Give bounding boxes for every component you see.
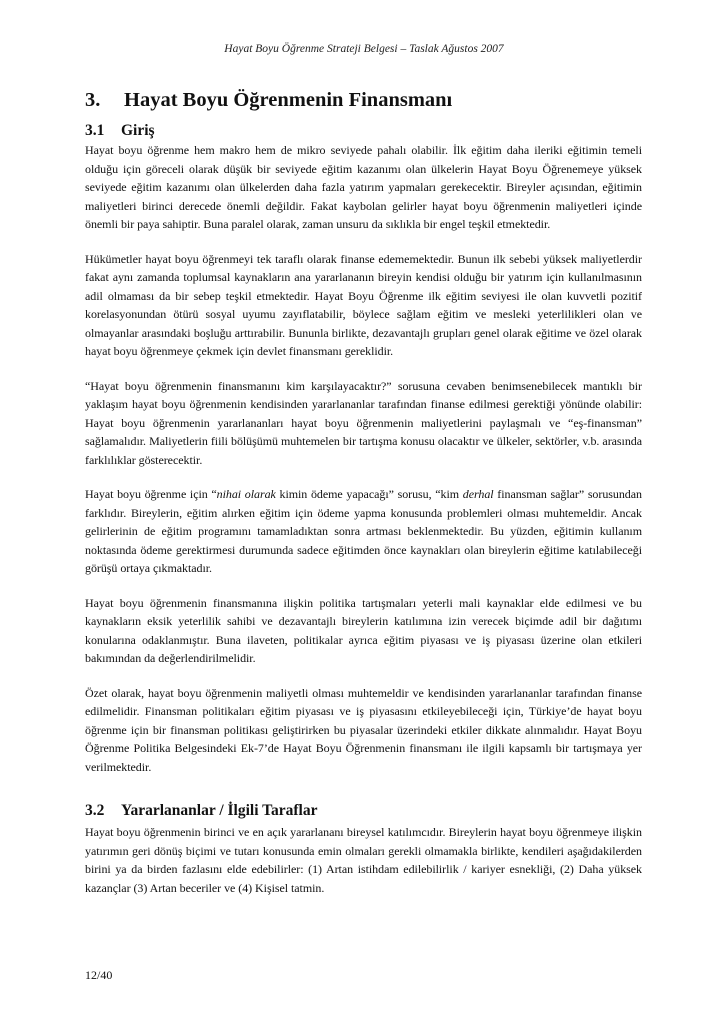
section-number: 3.2 [85, 802, 105, 819]
section-title: Giriş [121, 122, 155, 139]
paragraph-text: kimin ödeme yapacağı” sorusu, “kim [275, 487, 463, 501]
chapter-title: Hayat Boyu Öğrenmenin Finansmanı [124, 89, 453, 111]
section-heading-introduction [85, 121, 642, 141]
chapter-number: 3. [85, 89, 101, 111]
paragraph: Hayat boyu öğrenmenin finansmanına ilişkin politika tartışmaları yeterli mali kaynaklar elde edilmesi ve bu kaynakların eksik yeterlilik sahibi ve dezavantajlı bireylerin katılımına izin verecek biçimde adil bir dağıtımı konularına odaklanmıştır. Buna ilaveten, politikalar ayrıca eğitim piyasası ve iş piyasası üzerine olan etkileri bakımından da değerlendirilmelidir. [85, 595, 642, 665]
section-heading-beneficiaries [85, 801, 642, 821]
paragraph: “Hayat boyu öğrenmenin finansmanını kim karşılayacaktır?” sorusuna cevaben benimsenebilecek mantıklı bir yaklaşım hayat boyu öğrenmenin kendisinden yararlananlar tarafından finanse edilmesi gerektiği yönünde olabilir: Hayat boyu öğrenmenin yararlananları hayat boyu öğrenmenin maliyetlerini paylaşmalı ve “eş-finansman” sağlamalıdır. Maliyetlerin fiili bölüşümü muhtemelen bir tartışma konusu olacaktır ve ülkeler, sektörler, v.b. arasında farklılıklar gösterecektir. [85, 378, 642, 467]
chapter-heading [85, 88, 642, 112]
paragraph [85, 485, 642, 578]
paragraph: Hayat boyu öğrenmenin birinci ve en açık yararlananı bireysel katılımcıdır. Bireylerin hayat boyu öğrenmeye ilişkin yatırımın geri dönüş biçimi ve tutarı konusunda emin olmaları gerekli olmamakla birlikte, kendileri aşağıdakilerden birini ya da birden fazlasını elde edebilirler: (1) Artan istihdam edilebilirlik / kariyer esnekliği, (2) Daha yüksek kazançlar (3) Artan beceriler ve (4) Kişisel tatmin. [85, 825, 642, 895]
emphasis: nihai olarak [216, 487, 276, 501]
paragraph-text: finansman sağlar” sorusundan farklıdır. Bireylerin, eğitim alırken eğitim için ödeme yapma konusunda problemleri olması muhtemeldir. Ancak gelirlerinin de eğitim programını tamamladıktan sonra artması beklenmektedir. Bu yüzden, eğitimin kullanım noktasında ödeme gerektirmesi durumunda sadece eğitimden önce kaynakları olan bireylerin eğitime katılabileceği görüşü ortaya çıkmaktadır. [85, 487, 642, 575]
running-header: Hayat Boyu Öğrenme Strateji Belgesi – Taslak Ağustos 2007 [224, 43, 504, 55]
paragraph: Hayat boyu öğrenme hem makro hem de mikro seviyede pahalı olabilir. İlk eğitim daha ileriki eğitimin temeli olduğu için göreceli olarak düşük bir seviyede eğitim kazanımı olan ülkelerin Hayat Boyu Öğrenemeye yüksek seviyede eğitim kazanımı olan ülkelerden daha fazla yatırım yapmaları gerekecektir. Bireyler açısından, eğitimin maliyetleri birinci derecede önemli değildir. Fakat kaybolan gelirler hayat boyu öğrenmenin maliyetleri içinde önemli bir paya sahiptir. Buna paralel olarak, zaman unsuru da sıklıkla bir engel teşkil etmektedir. [85, 143, 642, 231]
emphasis: derhal [462, 487, 494, 501]
paragraph: Özet olarak, hayat boyu öğrenmenin maliyetli olması muhtemeldir ve kendisinden yararlananlar tarafından finanse edilmelidir. Finansman politikaları eğitim piyasası ve iş piyasasını etkileyebileceği için, Türkiye’de hayat boyu öğrenme için bir finansman politikası geliştirirken bu piyasalar üzerindeki etkiler dikkate alınmalıdır. Hayat Boyu Öğrenme Politika Belgesindeki Ek-7’de Hayat Boyu Öğrenmenin finansmanı ile ilgili kapsamlı bir tartışmaya yer verilmektedir. [85, 685, 642, 774]
page-number: 12/40 [85, 968, 113, 982]
page-content [85, 88, 642, 897]
paragraph-text: Hayat boyu öğrenme için “ [85, 487, 217, 501]
section-title: Yararlananlar / İlgili Taraflar [121, 802, 318, 819]
section-number: 3.1 [85, 122, 105, 139]
paragraph: Hükümetler hayat boyu öğrenmeyi tek taraflı olarak finanse edememektedir. Bunun ilk sebebi yüksek maliyetlerdir fakat aynı zamanda toplumsal kaynakların ana yararlananın bireyin kendisi olduğu bir yatırım için kullanılmasının adil olmaması da bir sebep teşkil etmektedir. Hayat Boyu Öğrenme ilk eğitim seviyesi ile olan kuvvetli pozitif korelasyonundan ötürü sosyal uyumu zayıflatabilir, böylece sağlam eğitim ve mesleki yeterlilikleri olan ve olmayanlar arasındaki boşluğu arttırabilir. Bununla birlikte, dezavantajlı grupları genel olarak eğitime ve özel olarak hayat boyu öğrenmeye çekmek için devlet finansmanı gereklidir. [85, 251, 642, 358]
